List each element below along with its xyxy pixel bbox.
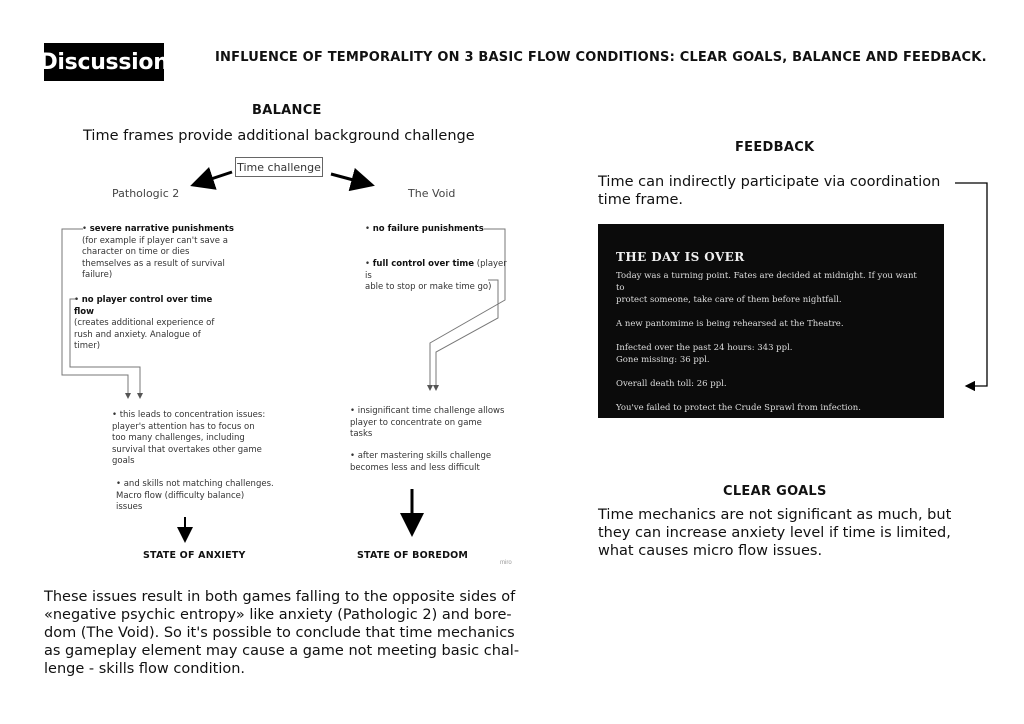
right-result-mastering: • after mastering skills challenge becomes less and less difficult [350, 451, 492, 473]
game-screen-title: THE DAY IS OVER [616, 250, 745, 264]
state-boredom: STATE OF BOREDOM [357, 550, 469, 561]
left-result-concentration: • this leads to concentration issues: player's attention has to focus on too many challenges, including survival that overtakes other game goals [112, 410, 266, 466]
clear-goals-text: Time mechanics are not significant as much, but they can increase anxiety level if time is limited, what causes micro flow issues. [598, 507, 952, 559]
balance-intro: Time frames provide additional background challenge [83, 128, 475, 144]
game-paragraph-1: Today was a turning point. Fates are decided at midnight. If you want to protect someone, take care of them before nightfall. [616, 271, 917, 305]
game-paragraph-3: Infected over the past 24 hours: 343 ppl. Gone missing: 36 ppl. [616, 343, 793, 365]
pathologic-label: Pathologic 2 [112, 187, 180, 200]
game-paragraph-2: A new pantomime is being rehearsed at the Theatre. [616, 319, 844, 329]
left-point-punishments: • severe narrative punishments (for example if player can't save a character on time or dies themselves as a result of survival failure) [82, 224, 234, 280]
feedback-text: Time can indirectly participate via coordination time frame. [598, 174, 941, 208]
right-point-full-control: • full control over time (player is able to stop or make time go) [365, 259, 507, 292]
game-screenshot [598, 224, 944, 418]
time-challenge-box: Time challenge [235, 157, 323, 177]
right-result-insignificant: • insignificant time challenge allows player to concentrate on game tasks [350, 406, 505, 439]
balance-heading: BALANCE [252, 103, 322, 118]
game-paragraph-5: You've failed to protect the Crude Sprawl from infection. [616, 403, 861, 413]
right-connector-inner [436, 280, 498, 390]
right-connector-outer [430, 229, 505, 390]
state-anxiety: STATE OF ANXIETY [143, 550, 246, 561]
feedback-bracket-arrow [955, 183, 987, 386]
clear-goals-heading: CLEAR GOALS [723, 484, 827, 499]
game-paragraph-4: Overall death toll: 26 ppl. [616, 379, 727, 389]
right-point-no-punishments: • no failure punishments [365, 224, 484, 234]
miro-watermark: miro [500, 560, 512, 566]
page-title: INFLUENCE OF TEMPORALITY ON 3 BASIC FLOW CONDITIONS: CLEAR GOALS, BALANCE AND FEEDBACK. [215, 50, 987, 65]
feedback-heading: FEEDBACK [735, 140, 815, 155]
void-label: The Void [408, 187, 456, 200]
left-point-no-control: • no player control over time flow (creates additional experience of rush and anxiety. Analogue of timer) [74, 295, 215, 351]
arrow-to-void [331, 174, 372, 185]
discussion-badge: Discussion [44, 43, 164, 81]
arrow-to-pathologic [193, 172, 232, 185]
left-result-skills: • and skills not matching challenges. Macro flow (difficulty balance) issues [116, 479, 274, 512]
balance-conclusion: These issues result in both games falling to the opposite sides of «negative psychic entropy» like anxiety (Pathologic 2) and bore- dom (The Void). So it's possible to conclude that time mechanics as gameplay element may cause a game not meeting basic chal- lenge - skills flow condition. [44, 589, 520, 677]
